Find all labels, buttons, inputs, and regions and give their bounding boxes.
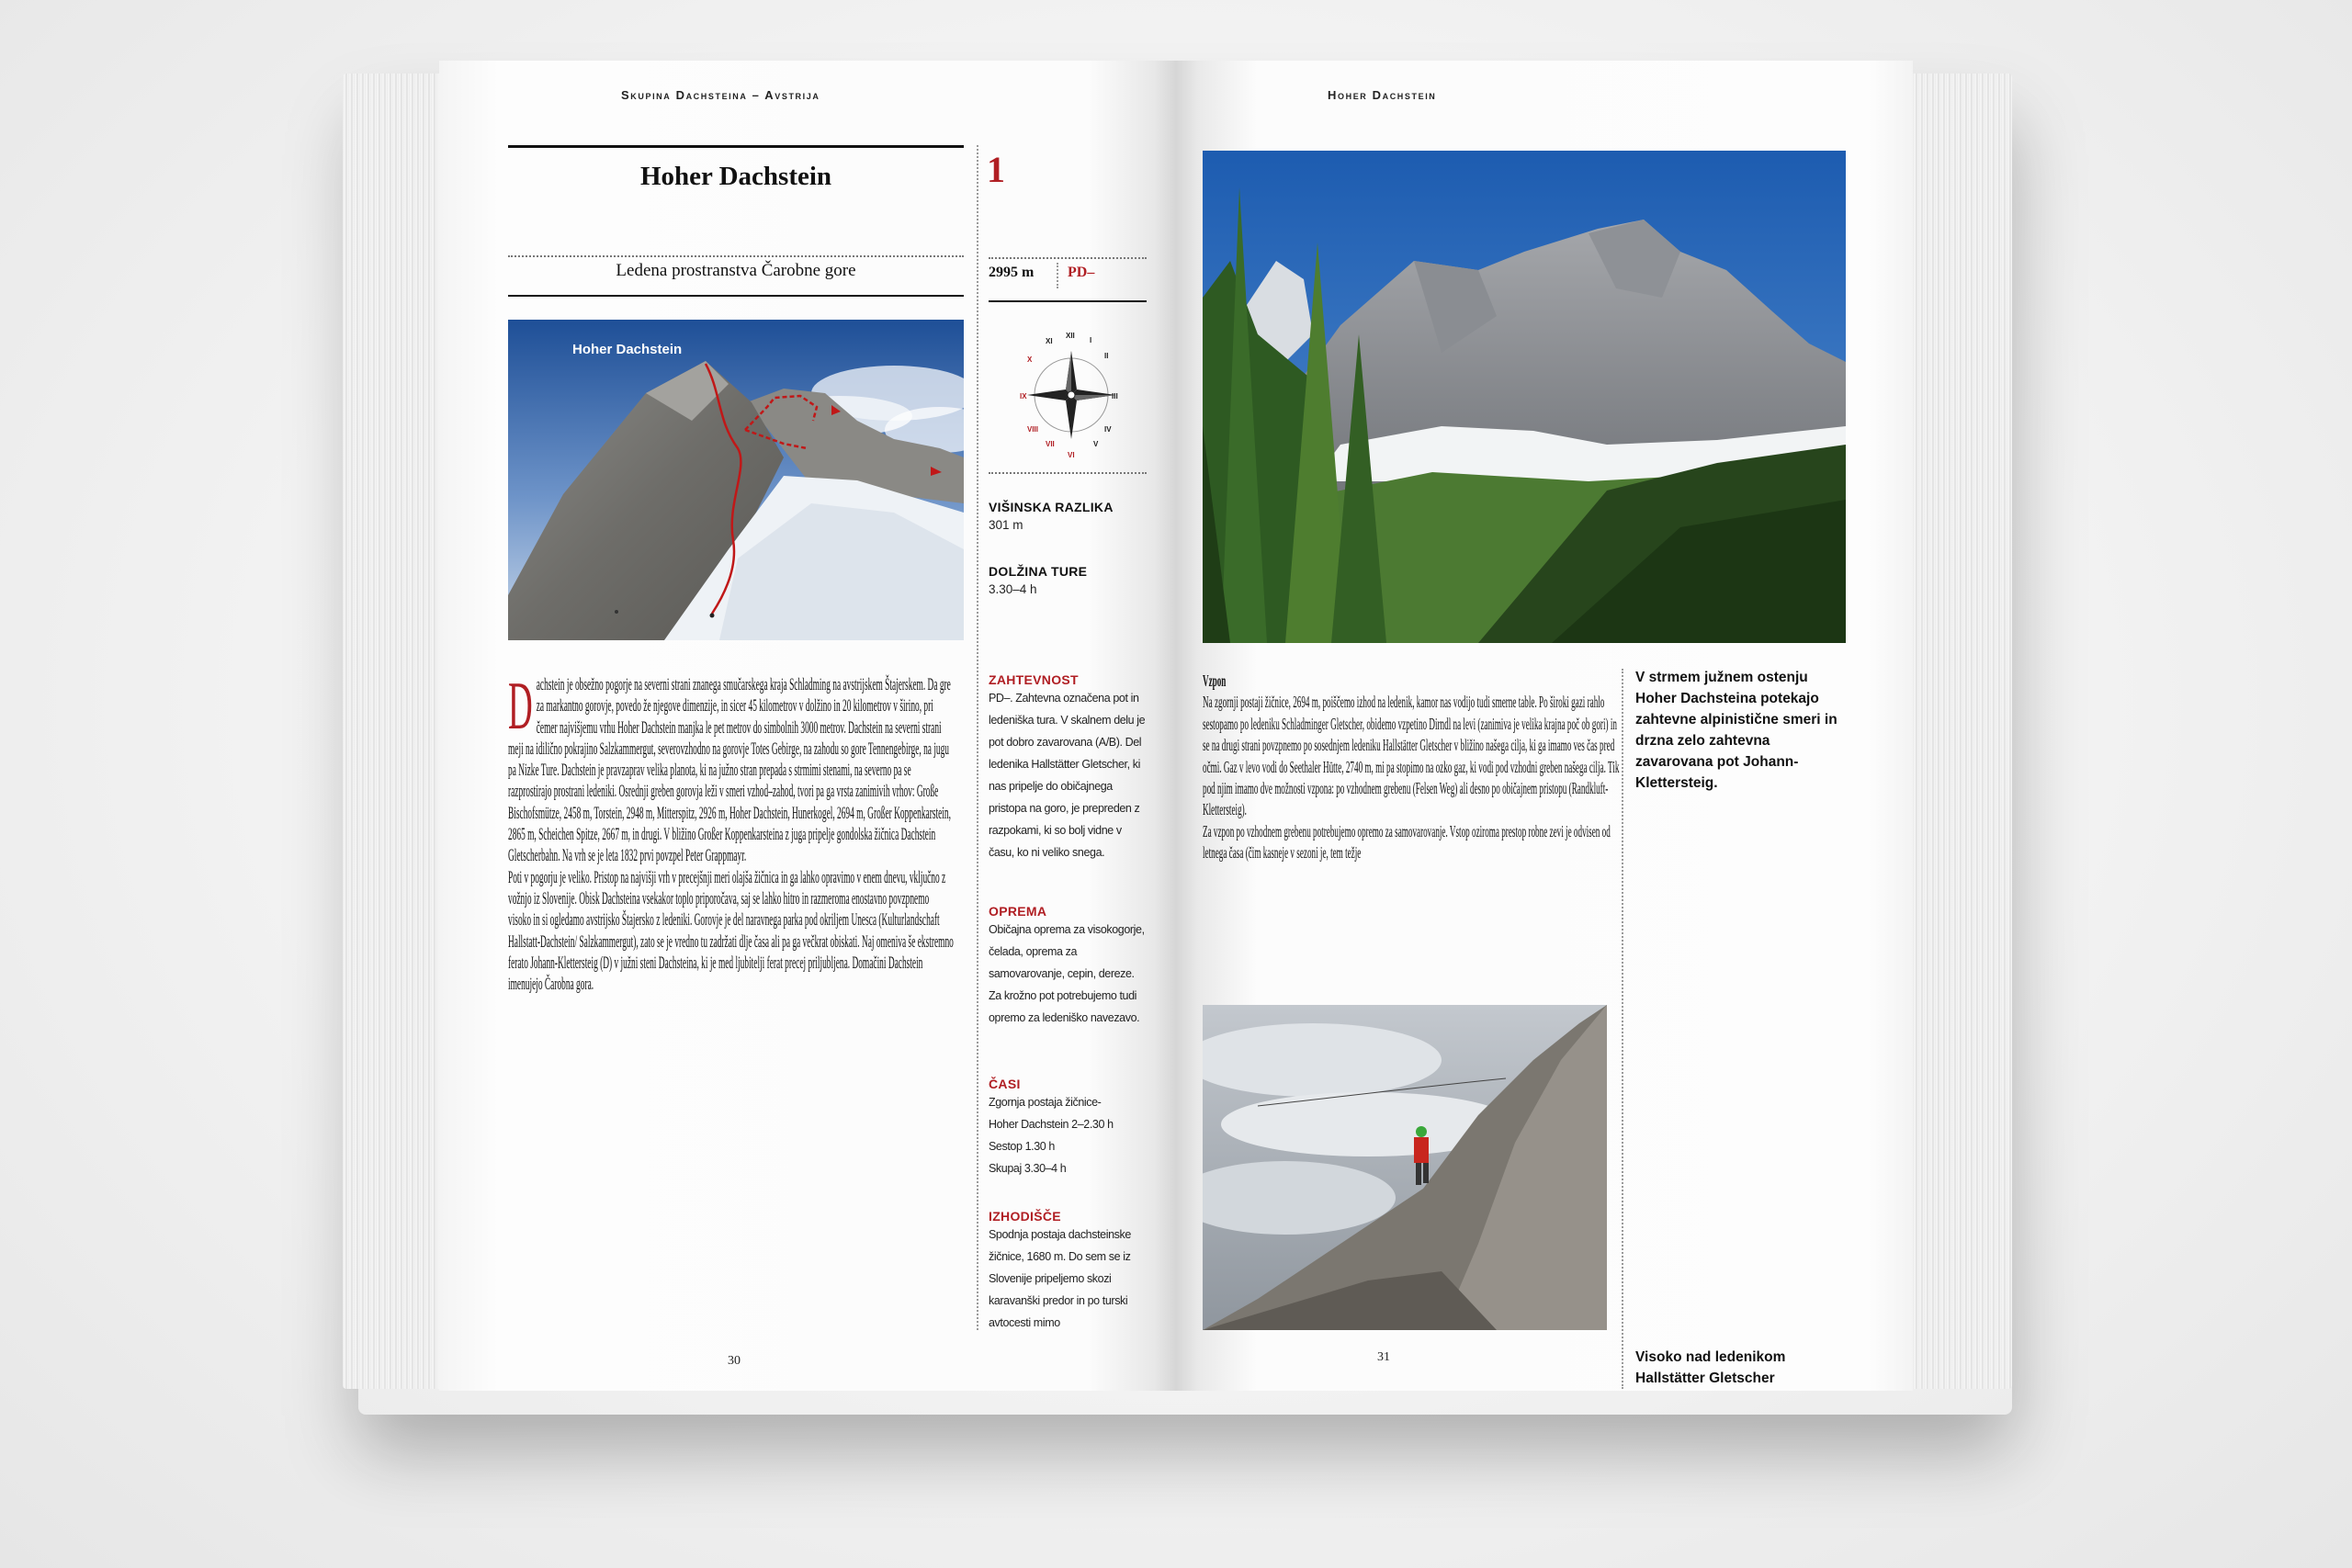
page-number-left: 30 <box>728 1354 741 1368</box>
elevation-difference <box>989 500 1147 536</box>
compass-rule <box>989 472 1147 474</box>
body-paragraph-2: Poti v pogorju je veliko. Pristop na najvišji vrh v precejšnji meri olajša žičnica in ga lahko opravimo v enem dnevu, vključno z vožnjo iz Slovenije. Obisk Dachsteina vsekakor toplo priporočava, saj se lahko hitro in razmeroma enostavno povzpnemo visoko in si ogledamo avstrijsko Štajersko z ledeniki. Gorovje je del naravnega parka pod okriljem Unesca (Kulturlandschaft Hallstatt-Dachstein/ Salzkammergut), zato se je vredno tu zadržati dlje časa ali pa ga večkrat obiskati. Naj omeniva še ekstremno ferato Johann-Klettersteig (D) v južni steni Dachsteina, ki je med ljubitelji ferat precej priljubljena. Domačini Dachstein imenujejo Čarobna gora. <box>508 867 954 995</box>
mountain-photo-image <box>1203 151 1846 643</box>
svg-text:VIII: VIII <box>1027 425 1039 434</box>
svg-text:IV: IV <box>1104 425 1112 434</box>
page-number-right: 31 <box>1377 1350 1390 1364</box>
right-page <box>1176 61 1913 1391</box>
times-line: Hoher Dachstein 2–2.30 h <box>989 1118 1114 1131</box>
equipment-text: Običajna oprema za visokogorje, čelada, oprema za samovarovanje, cepin, dereze. Za krožno pot potrebujemo tudi opremo za ledeniško navezavo. <box>989 923 1145 1024</box>
subtitle-rule-bottom <box>508 295 964 297</box>
caption-top: V strmem južnem ostenju Hoher Dachsteina potekajo zahtevne alpinistične smeri in drzna zelo zahtevna zavarovana pot Johann-Klettersteig. <box>1635 670 1838 791</box>
tour-length <box>989 564 1147 601</box>
ascent-paragraph-1: Na zgornji postaji žičnice, 2694 m, poiščemo izhod na ledenik, kamor nas vodijo tudi smerne table. Po široki gazi rahlo sestopamo po ledeniku Schladminger Gletscher, obidemo vzpetino Dirndl na levi (zanimiva je velika krajna poč ob gori) in se na drugi strani povzpnemo po sosednjem ledeniku Hallstätter Gletscher v bližino našega cilja, ki ga imamo ves čas pred očmi. Gaz v levo vodi do Seethaler Hütte, 2740 m, mi pa stopimo na ozko gaz, ki vodi pod vzhodni greben našega cilja. Tik pod njim imamo dve možnosti vzpona: po vzhodnem grebenu (Felsen Weg) ali desno po običajnem pristopu (Randkluft-Klettersteig). <box>1203 693 1620 819</box>
elev-diff-title: VIŠINSKA RAZLIKA <box>989 500 1114 514</box>
route-photo <box>508 320 964 640</box>
equipment-block <box>989 904 1147 1029</box>
compass-icon <box>1016 323 1126 461</box>
difficulty-block <box>989 672 1147 863</box>
page-subtitle: Ledena prostranstva Čarobne gore <box>616 261 856 280</box>
route-number: 1 <box>987 149 1005 190</box>
running-head-right: Hoher Dachstein <box>1328 88 1437 102</box>
svg-text:XI: XI <box>1046 337 1053 345</box>
page-stack-left <box>343 73 453 1389</box>
svg-text:IX: IX <box>1020 392 1027 400</box>
climber-photo-image <box>1203 1005 1607 1330</box>
grade-value: PD– <box>1068 265 1095 280</box>
drop-cap: D <box>508 669 533 744</box>
times-line: Sestop 1.30 h <box>989 1140 1055 1153</box>
times-line: Skupaj 3.30–4 h <box>989 1162 1067 1175</box>
start-block <box>989 1209 1147 1334</box>
caption-divider <box>1622 669 1623 1389</box>
equipment-title: OPREMA <box>989 904 1047 919</box>
difficulty-title: ZAHTEVNOST <box>989 672 1079 687</box>
ascent-title: Vzpon <box>1203 671 1227 690</box>
svg-text:XII: XII <box>1066 332 1075 340</box>
elevation-rule-bottom <box>989 300 1147 302</box>
svg-text:I: I <box>1090 336 1092 344</box>
start-title: IZHODIŠČE <box>989 1209 1061 1224</box>
ascent-paragraph-2: Za vzpon po vzhodnem grebenu potrebujemo opremo za samovarovanje. Vstop oziroma prestop robne zevi je odvisen od letnega časa (čim kasneje v sezoni je, tem težje <box>1203 821 1611 863</box>
elevation-value: 2995 m <box>989 265 1035 280</box>
body-text <box>508 669 954 995</box>
left-page <box>439 61 1176 1391</box>
svg-text:II: II <box>1104 352 1109 360</box>
climber-photo <box>1203 1005 1607 1330</box>
page-title: Hoher Dachstein <box>639 162 832 191</box>
running-head-left: Skupina Dachsteina – Avstrija <box>621 88 820 102</box>
title-rule-top <box>508 145 964 148</box>
route-photo-image <box>508 320 964 640</box>
svg-text:X: X <box>1027 355 1033 364</box>
elev-diff-value: 301 m <box>989 518 1023 532</box>
subtitle-rule-top <box>508 255 964 257</box>
photo-label: Hoher Dachstein <box>572 342 683 357</box>
body-paragraph-1: achstein je obsežno pogorje na severni strani znanega smučarskega kraja Schladming na avstrijskem Štajerskem. Da gre za markantno gorovje, povedo že njegove dimenzije, in sicer 45 kilometrov v dolžino in 20 kilometrov v širino, pri čemer najvišjemu vrhu Hoher Dachstein manjka le pet metrov do simbolnih 3000 metrov. Dachstein na severni strani meji na idilično pokrajino Salzkammergut, severovzhodno na gorovje Totes Gebirge, na zahodu so gore Tennengebirge, na jugu pa Nizke Ture. Dachstein je pravzaprav velika planota, ki na južno stran prepada s strmimi stenami, na severno pa se razprostirajo prostrani ledeniki. Osrednji greben gorovja leži v smeri vzhod–zahod, tvori pa ga vrsta zanimivih vrhov: Große Bischofsmütze, 2458 m, Torstein, 2948 m, Mitterspitz, 2926 m, Hoher Dachstein, Hunerkogel, 2694 m, Großer Koppenkarstein, 2865 m, Scheichen Spitze, 2667 m, in drugi. V bližino Großer Koppenkarsteina z juga pripelje gondolska žičnica Dachstein Gletscherbahn. Na vrh se je leta 1832 prvi povzpel Peter Grappmayr. <box>508 675 951 866</box>
caption-bottom: Visoko nad ledenikom Hallstätter Gletscher <box>1635 1349 1786 1386</box>
svg-text:VI: VI <box>1068 451 1075 459</box>
elevation-divider <box>1057 263 1058 288</box>
difficulty-text: PD–. Zahtevna označena pot in ledeniška tura. V skalnem delu je pot dobro zavarovana (A/B). Del ledenika Hallstätter Gletscher, ki nas pripelje do običajnega pristopa na goro, je prepreden z razpokami, ki so bolj vidne v času, ko ni veliko snega. <box>989 692 1146 859</box>
times-block <box>989 1077 1147 1179</box>
svg-text:V: V <box>1093 440 1099 448</box>
page-stack-right <box>1902 73 2012 1389</box>
mountain-photo <box>1203 151 1846 643</box>
length-value: 3.30–4 h <box>989 582 1037 596</box>
length-title: DOLŽINA TURE <box>989 564 1088 579</box>
elevation-rule-top <box>989 257 1147 259</box>
svg-text:VII: VII <box>1046 440 1055 448</box>
column-divider <box>977 145 978 1330</box>
times-title: ČASI <box>989 1077 1021 1091</box>
start-text: Spodnja postaja dachsteinske žičnice, 1680 m. Do sem se iz Slovenije pripeljemo skozi karavanški predor in po turski avtocesti mimo <box>989 1228 1131 1329</box>
svg-text:III: III <box>1112 392 1118 400</box>
times-line: Zgornja postaja žičnice- <box>989 1096 1102 1109</box>
ascent-section <box>1203 671 1625 864</box>
